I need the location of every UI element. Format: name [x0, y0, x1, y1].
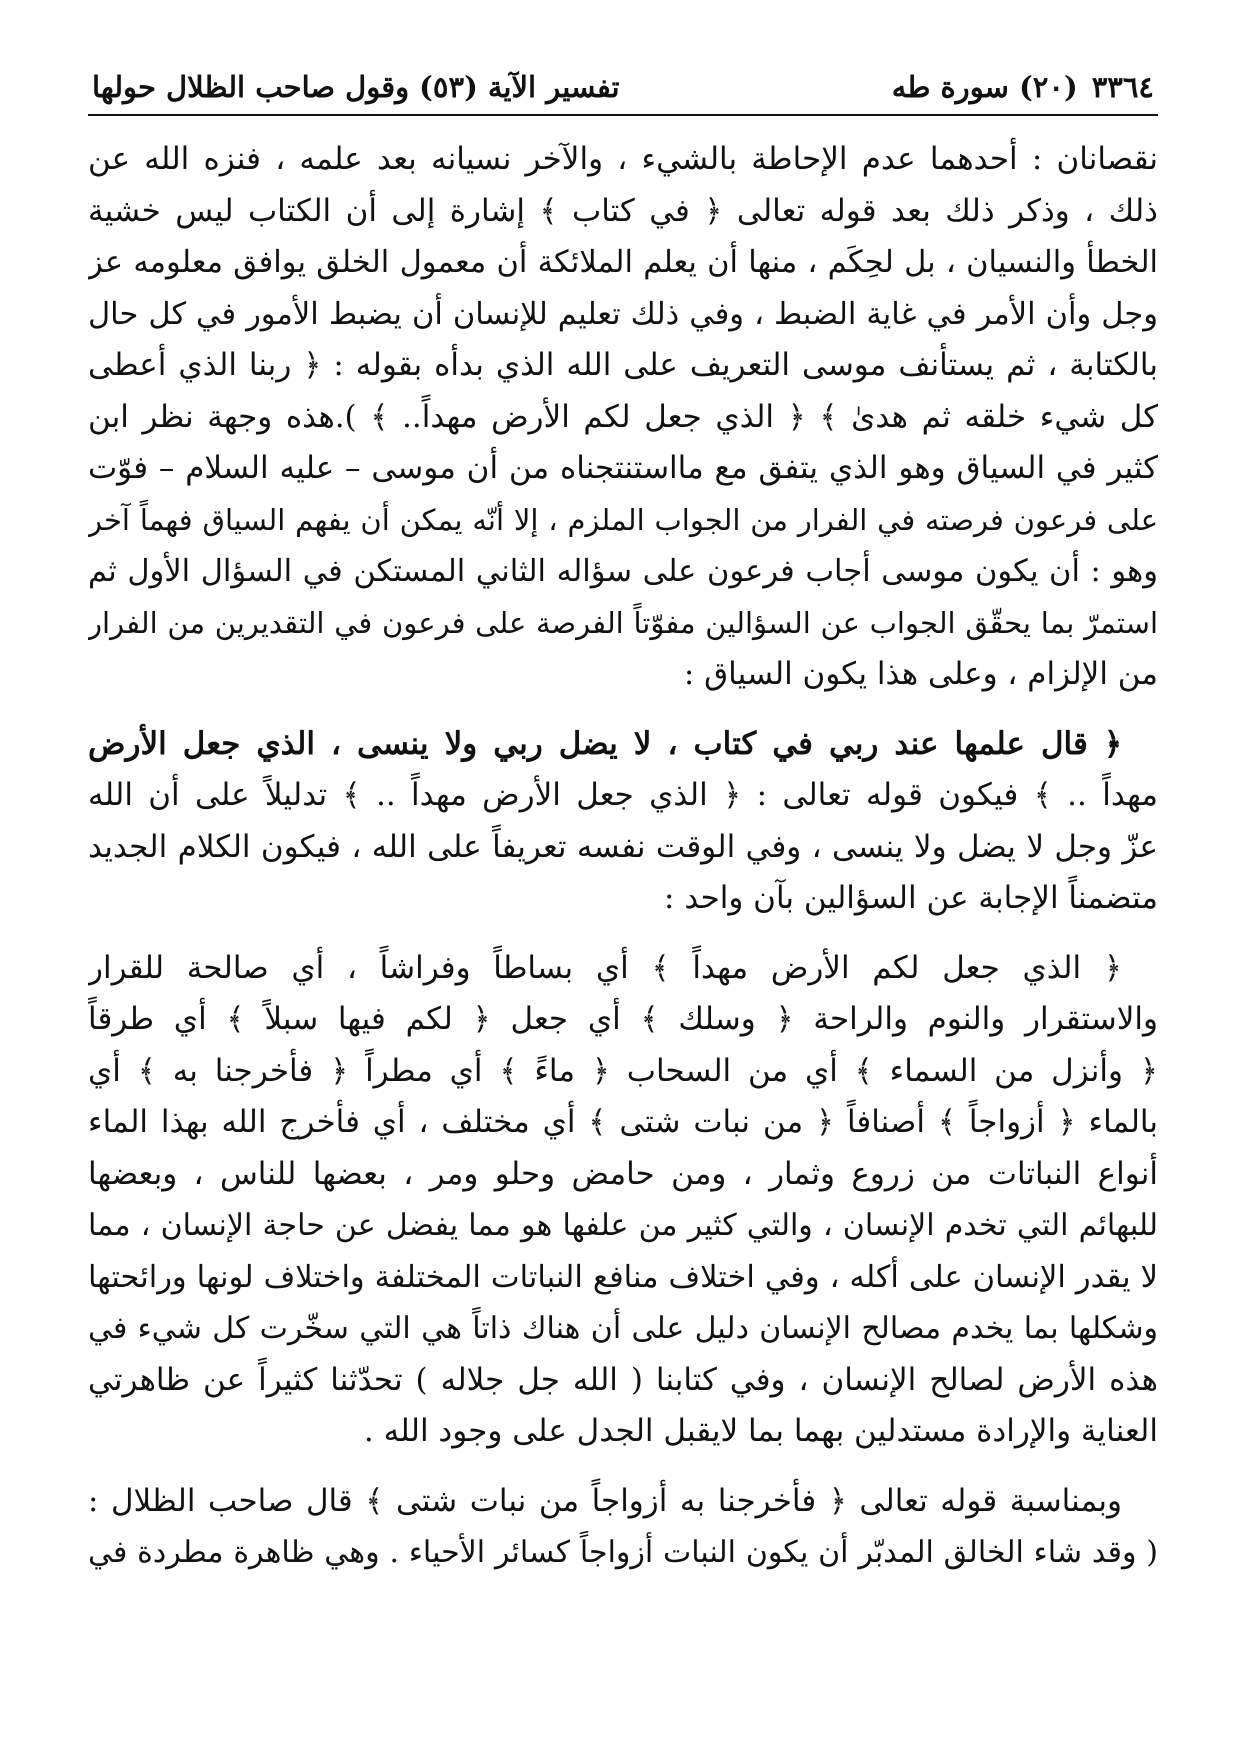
body-text [88, 134, 1158, 1579]
paragraph-1 [88, 134, 1158, 701]
text-line: الخطأ والنسيان ، بل لحِكَم ، منها أن يعلم الملائكة أن معمول الخلق يوافق معلومه عز [88, 245, 1158, 280]
text-line: ﴿ قال علمها عند ربي في كتاب ، لا يضل ربي ولا ينسى ، الذي جعل الأرض [88, 725, 1122, 762]
text-line: وبمناسبة قوله تعالى ﴿ فأخرجنا به أزواجاً من نبات شتى ﴾ قال صاحب الظلال : [88, 1482, 1122, 1519]
text-line: على فرعون فرصته في الفرار من الجواب الملزم ، إلا أنّه يمكن أن يفهم السياق فهماً آخر [88, 502, 1158, 537]
header-right [892, 70, 1154, 104]
text-line: من الإلزام ، وعلى هذا يكون السياق : [683, 656, 1158, 692]
paragraph-4 [88, 1476, 1158, 1579]
text-line: والاستقرار والنوم والراحة ﴿ وسلك ﴾ أي جعل ﴿ لكم فيها سبلاً ﴾ أي طرقاً [88, 1001, 1158, 1037]
text-line: هذه الأرض لصالح الإنسان ، وفي كتابنا ( الله جل جلاله ) تحدّثنا كثيراً عن ظاهرتي [88, 1361, 1158, 1398]
text-line: متضمناً الإجابة عن السؤالين بآن واحد : [664, 880, 1158, 916]
text-line: مهداً .. ﴾ فيكون قوله تعالى : ﴿ الذي جعل الأرض مهداً .. ﴾ تدليلاً على أن الله [88, 777, 1158, 813]
text-line: ﴿ وأنزل من السماء ﴾ أي من السحاب ﴿ ماءً ﴾ أي مطراً ﴿ فأخرجنا به ﴾ أي [88, 1052, 1158, 1089]
surah-label: (٢٠) سورة طه [891, 70, 1078, 104]
text-line: بالماء ﴿ أزواجاً ﴾ أصنافاً ﴿ من نبات شتى ﴾ أي مختلف ، أي فأخرج الله بهذا الماء [88, 1104, 1158, 1140]
text-line: وجل وأن الأمر في غاية الضبط ، وفي ذلك تعليم للإنسان أن يضبط الأمور في كل حال [88, 296, 1158, 332]
book-page [88, 70, 1158, 1579]
text-line: كثير في السياق وهو الذي يتفق مع مااستنتجناه من أن موسى – عليه السلام – فوّت [88, 450, 1158, 486]
paragraph-3 [88, 943, 1158, 1458]
text-line: العناية والإرادة مستدلين بهما بما لايقبل الجدل على وجود الله . [363, 1413, 1158, 1449]
running-header [88, 70, 1158, 116]
text-line: للبهائم التي تخدم الإنسان ، والتي كثير من علفها هو مما يفضل عن حاجة الإنسان ، مما [88, 1208, 1158, 1243]
text-line: ذلك ، وذكر ذلك بعد قوله تعالى ﴿ في كتاب ﴾ إشارة إلى أن الكتاب ليس خشية [88, 192, 1158, 229]
text-line: كل شيء خلقه ثم هدىٰ ﴾ ﴿ الذي جعل لكم الأرض مهداً.. ﴾ ).هذه وجهة نظر ابن [88, 398, 1158, 435]
text-line: أنواع النباتات من زروع وثمار ، ومن حامض وحلو ومر ، بعضها للناس ، وبعضها [88, 1155, 1158, 1192]
text-line: نقصانان : أحدهما عدم الإحاطة بالشيء ، والآخر نسيانه بعد علمه ، فنزه الله عن [88, 141, 1158, 177]
text-line: وهو : أن يكون موسى أجاب فرعون على سؤاله الثاني المستكن في السؤال الأول ثم [88, 554, 1158, 589]
text-line: ( وقد شاء الخالق المدبّر أن يكون النبات أزواجاً كسائر الأحياء . وهي ظاهرة مطردة في [88, 1535, 1158, 1570]
text-line: لا يقدر الإنسان على أكله ، وفي اختلاف منافع النباتات المختلفة واختلاف لونها ورائحتها [88, 1259, 1158, 1295]
text-line: وشكلها بما يخدم مصالح الإنسان دليل على أن هناك ذاتاً هي التي سخّرت كل شيء في [88, 1311, 1158, 1346]
text-line: ﴿ الذي جعل لكم الأرض مهداً ﴾ أي بساطاً وفراشاً ، أي صالحة للقرار [88, 949, 1122, 986]
header-title: تفسير الآية (٥٣) وقول صاحب الظلال حولها [92, 70, 620, 104]
paragraph-2 [88, 719, 1158, 925]
text-line: عزّ وجل لا يضل ولا ينسى ، وفي الوقت نفسه تعريفاً على الله ، فيكون الكلام الجديد [88, 828, 1158, 865]
text-line: استمرّ بما يحقّق الجواب عن السؤالين مفوّتاً الفرصة على فرعون في التقديرين من الفرار [88, 605, 1158, 640]
page-number: ٣٣٦٤ [1091, 70, 1154, 104]
text-line: بالكتابة ، ثم يستأنف موسى التعريف على الله الذي بدأه بقوله : ﴿ ربنا الذي أعطى [88, 347, 1158, 383]
